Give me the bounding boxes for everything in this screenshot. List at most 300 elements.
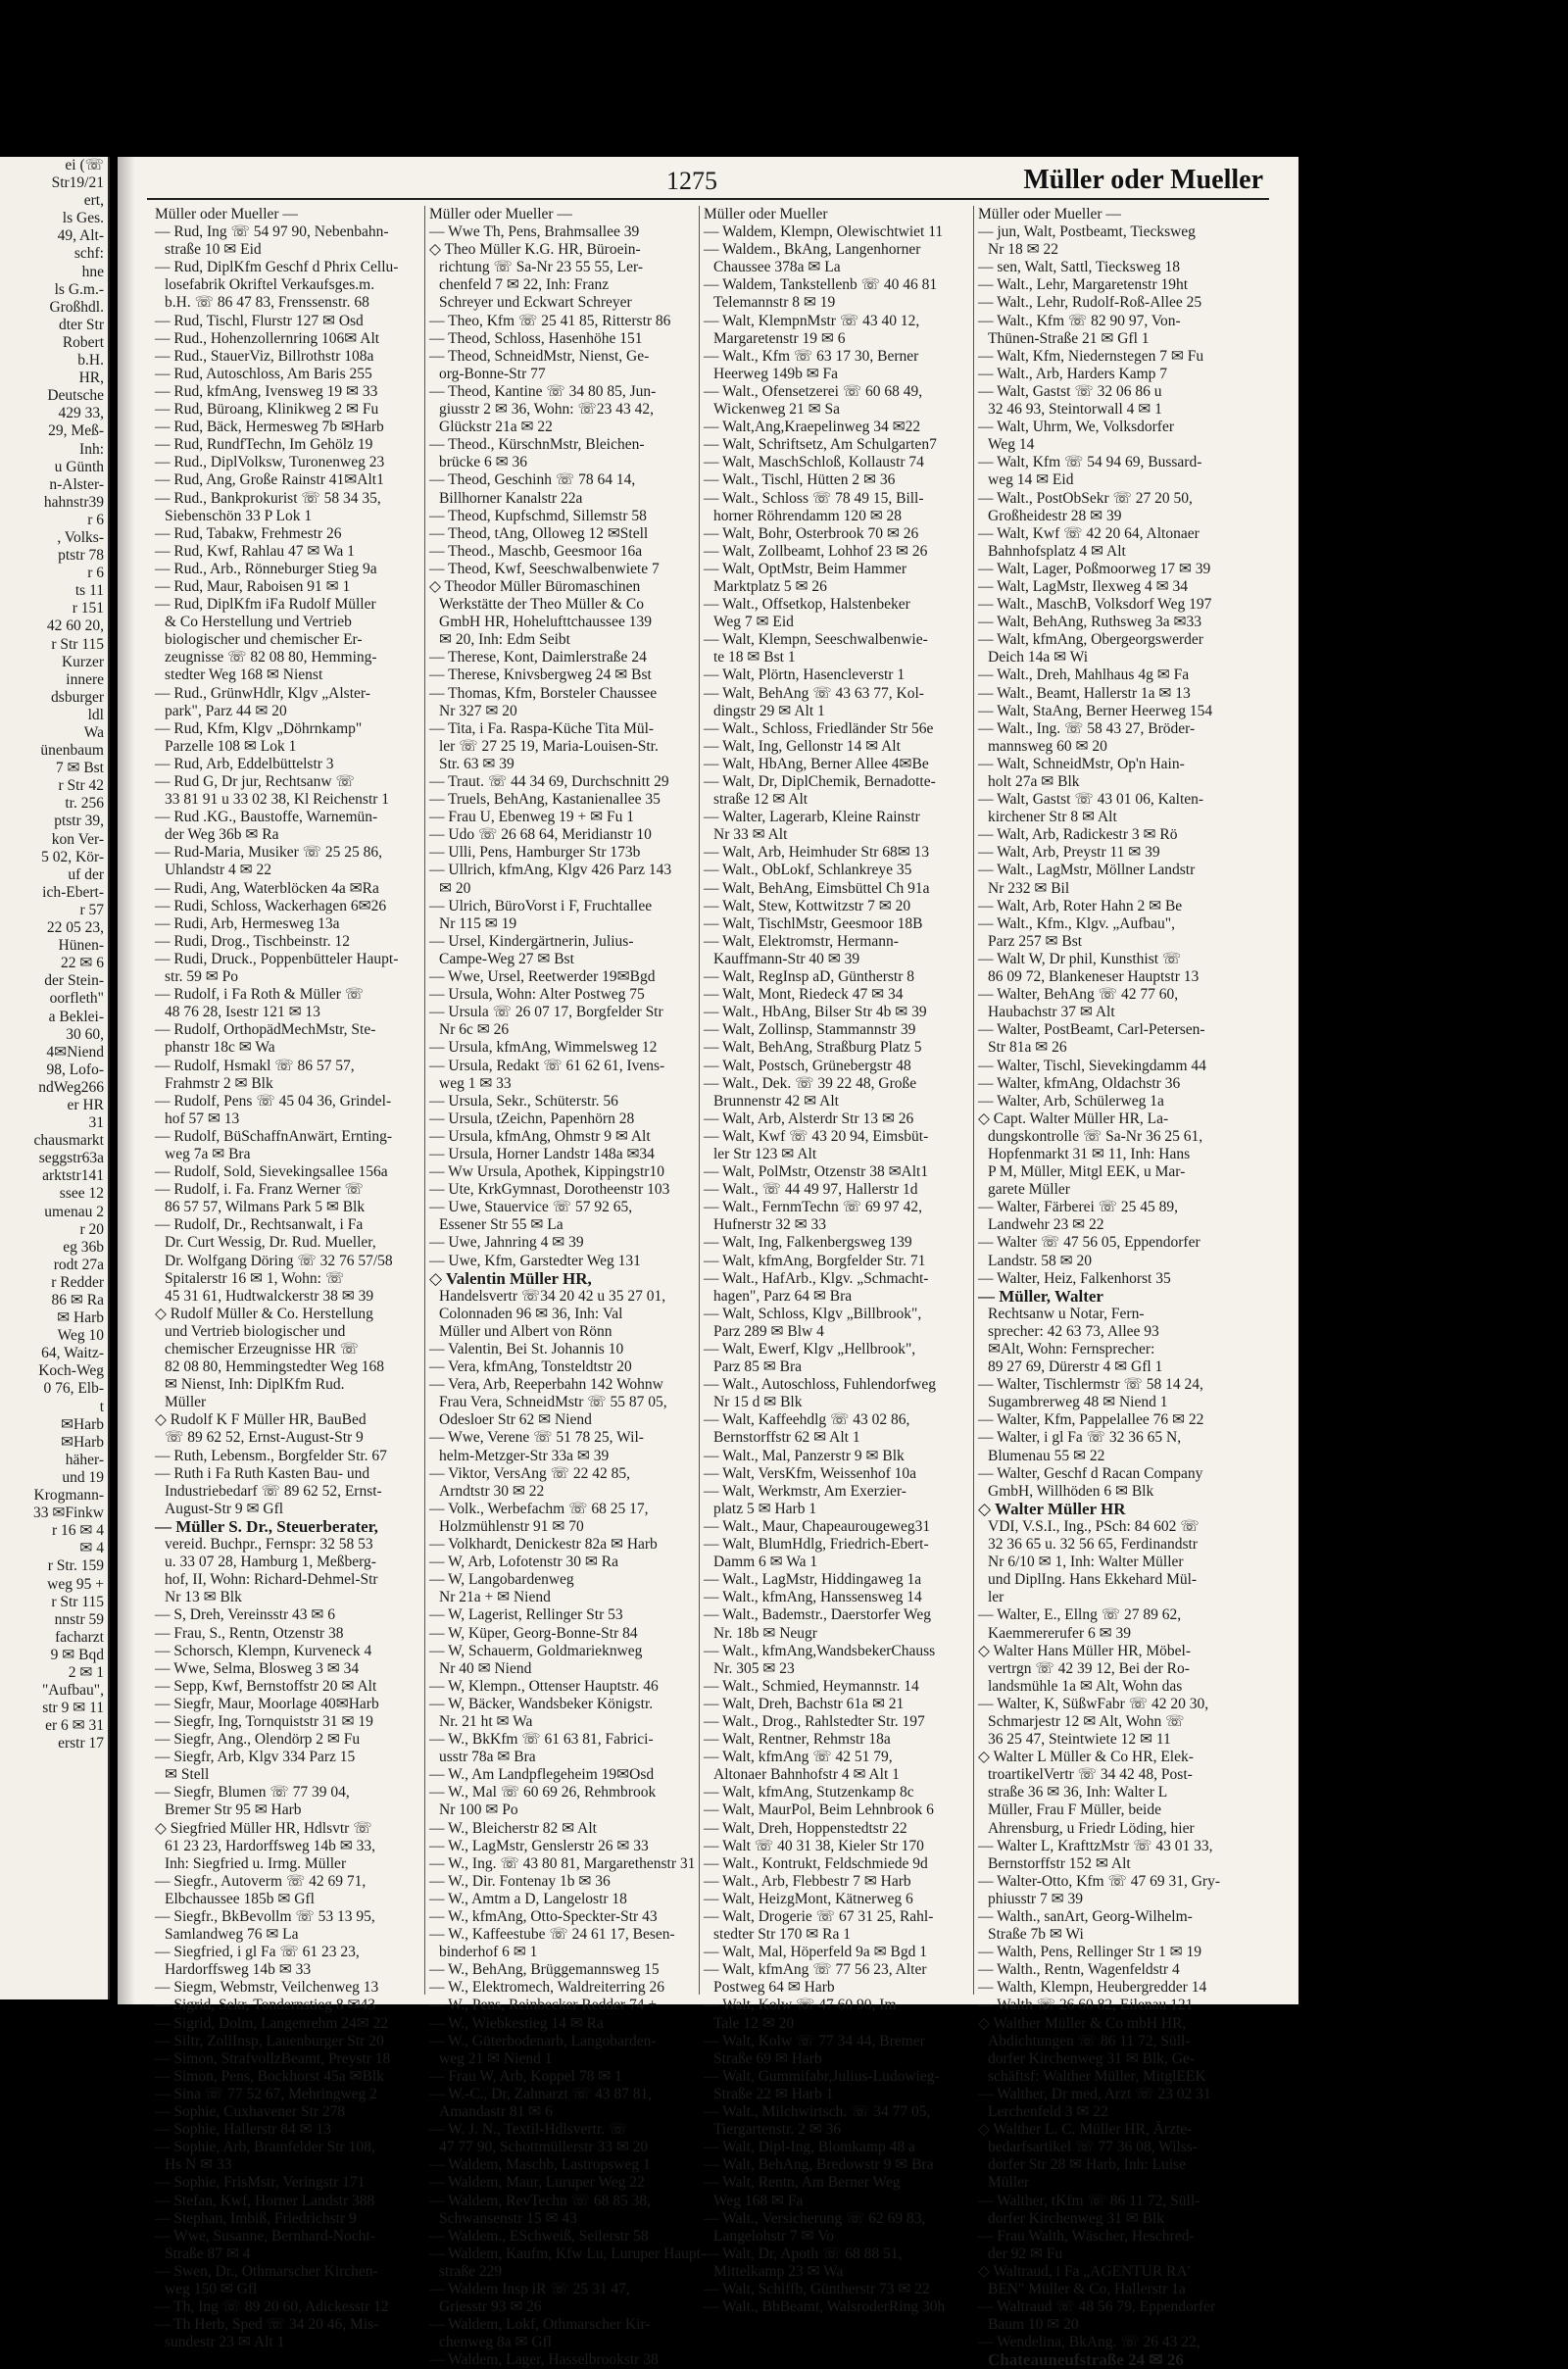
entry-continuation-line: Industriebedarf ☏ 89 62 52, Ernst- bbox=[165, 1482, 382, 1500]
facing-page-fragment: ✉ Harb bbox=[57, 1309, 104, 1327]
directory-entry-line: — Walt., Beamt, Hallerstr 1a ✉ 13 bbox=[978, 684, 1191, 702]
directory-entry-line: — Walt, LagMstr, Ilexweg 4 ✉ 34 bbox=[978, 577, 1189, 595]
directory-entry-line: — Walt, Zollinsp, Stammannstr 39 bbox=[704, 1021, 916, 1039]
facing-page-fragment: dter Str bbox=[58, 316, 104, 333]
directory-entry-line: — Walt., kfmAng, Hanssensweg 14 bbox=[704, 1589, 922, 1606]
directory-entry-line: — W, Langobardenweg bbox=[429, 1571, 574, 1589]
directory-entry-line: — Siegm, Webmstr, Veilchenweg 13 bbox=[155, 1979, 379, 1997]
facing-page-fragment: 29, Meß- bbox=[48, 422, 104, 440]
facing-page-fragment: str 9 ✉ 11 bbox=[42, 1700, 104, 1717]
facing-page-fragment: HR, bbox=[78, 370, 104, 387]
facing-page-fragment: 7 ✉ Bst bbox=[55, 760, 104, 777]
facing-page-fragment: 42 60 20, bbox=[46, 617, 104, 635]
directory-entry-line: — Theo, Kfm ☏ 25 41 85, Ritterstr 86 bbox=[429, 312, 671, 329]
directory-entry-line: — Walt., LagMstr, Möllner Landstr bbox=[978, 862, 1196, 879]
entry-continuation-line: chenweg 8a ✉ Gfl bbox=[439, 2334, 552, 2351]
directory-entry-line: — Walt, Zollbeamt, Lohhof 23 ✉ 26 bbox=[704, 542, 928, 560]
entry-continuation-line: phiusstr 7 ✉ 39 bbox=[988, 1890, 1083, 1907]
entry-continuation-line: Handelsvertr ☏34 20 42 u 35 27 01, bbox=[439, 1287, 666, 1305]
facing-page-fragment: und 19 bbox=[62, 1468, 104, 1486]
directory-entry-line: — Walt., Offsetkop, Halstenbeker bbox=[704, 596, 910, 614]
entry-continuation-line: sundestr 23 ✉ Alt 1 bbox=[165, 2334, 285, 2351]
directory-entry-line: — Wwe, Susanne, Bernhard-Nocht- bbox=[155, 2227, 375, 2245]
entry-continuation-line: ✉ Nienst, Inh: DiplKfm Rud. bbox=[165, 1376, 345, 1394]
directory-entry-line: — Walt, Elektromstr, Hermann- bbox=[704, 932, 899, 950]
directory-entry-line: — Truels, BehAng, Kastanienallee 35 bbox=[429, 791, 661, 809]
directory-entry-line: — Walt, Arb, Roter Hahn 2 ✉ Be bbox=[978, 897, 1183, 914]
directory-entry-line: — Walth ☏ 26 60 82, Eilenau 121 bbox=[978, 1997, 1194, 2014]
directory-entry-line: — Walt, Dreh, Hoppenstedtstr 22 bbox=[704, 1819, 907, 1837]
entry-continuation-line: Nr 232 ✉ Bil bbox=[988, 879, 1070, 897]
directory-entry-line: ◇ Capt. Walter Müller HR, La- bbox=[978, 1110, 1169, 1127]
entry-continuation-line: Rechtsanw u Notar, Fern- bbox=[988, 1305, 1145, 1322]
directory-entry-line: — W., Pens, Reinbecker Redder 74 + bbox=[429, 1997, 658, 2014]
directory-entry-line: — W, Küper, Georg-Bonne-Str 84 bbox=[429, 1624, 638, 1642]
directory-entry-line: — Walt., LagMstr, Hiddingaweg 1a bbox=[704, 1571, 922, 1589]
directory-entry-line: — Vera, Arb, Reeperbahn 142 Wohnw bbox=[429, 1376, 663, 1394]
facing-page-fragment: dsburger bbox=[51, 688, 104, 706]
entry-continuation-line: Nr 33 ✉ Alt bbox=[713, 826, 788, 844]
entry-continuation-line: Bernstorffstr 62 ✉ Alt 1 bbox=[713, 1429, 860, 1447]
directory-entry-line: — Theod, Kupfschmd, Sillemstr 58 bbox=[429, 507, 647, 524]
entry-continuation-line: straße 36 ✉ 36, Inh: Walter L bbox=[988, 1784, 1168, 1801]
directory-entry-line: — Theod, Schloss, Hasenhöhe 151 bbox=[429, 329, 643, 347]
directory-entry-line: — Thomas, Kfm, Borsteler Chaussee bbox=[429, 684, 658, 702]
directory-entry-line: — Vera, kfmAng, Tonsteldtstr 20 bbox=[429, 1358, 632, 1376]
directory-entry-line: — Walt, BehAng ☏ 43 63 77, Kol- bbox=[704, 684, 924, 702]
entry-continuation-line: Marktplatz 5 ✉ 26 bbox=[713, 577, 827, 595]
entry-continuation-line: Müller und Albert von Rönn bbox=[439, 1322, 612, 1340]
directory-entry-line: — Walt, Mal, Höperfeld 9a ✉ Bgd 1 bbox=[704, 1944, 927, 1961]
entry-continuation-line: 47 77 90, Schottmüllerstr 33 ✉ 20 bbox=[439, 2139, 649, 2156]
directory-entry-line: — W., BehAng, Brüggemannsweg 15 bbox=[429, 1961, 660, 1979]
entry-continuation-line: Straße 7b ✉ Wi bbox=[988, 1926, 1084, 1944]
directory-entry-line: — Ulrich, BüroVorst i F, Fruchtallee bbox=[429, 897, 653, 914]
entry-continuation-line: Griesstr 93 ✉ 26 bbox=[439, 2298, 542, 2316]
directory-entry-line: — Rudi, Schloss, Wackerhagen 6✉26 bbox=[155, 897, 387, 914]
entry-continuation-line: losefabrik Okriftel Verkaufsges.m. bbox=[165, 276, 375, 294]
directory-entry-line: — Uwe, Stauervice ☏ 57 92 65, bbox=[429, 1199, 633, 1216]
facing-page-fragment: Hünen- bbox=[58, 937, 104, 955]
entry-continuation-line: Schreyer und Eckwart Schreyer bbox=[439, 294, 632, 312]
directory-entry-line: — Walt, BehAng, Bredowstr 9 ✉ Bra bbox=[704, 2156, 934, 2174]
directory-entry-line: — Waldem, Tankstellenb ☏ 40 46 81 bbox=[704, 276, 938, 294]
directory-entry-line: — Walt., ObLokf, Schlankreye 35 bbox=[704, 862, 912, 879]
entry-continuation-line: chemischer Erzeugnisse HR ☏ bbox=[165, 1341, 360, 1357]
directory-entry-line: Müller oder Mueller — bbox=[155, 206, 298, 222]
entry-continuation-line: Chateauneufstraße 24 ✉ 26 bbox=[988, 2350, 1184, 2369]
directory-entry-line: — W., Wiebkestieg 14 ✉ Ra bbox=[429, 2014, 604, 2032]
entry-continuation-line: Kauffmann-Str 40 ✉ 39 bbox=[713, 950, 860, 967]
directory-entry-line: — Siegfr, Blumen ☏ 77 39 04, bbox=[155, 1784, 350, 1801]
directory-entry-line: — Walter, PostBeamt, Carl-Petersen- bbox=[978, 1021, 1205, 1039]
directory-entry-line: — Rud, Maur, Raboisen 91 ✉ 1 bbox=[155, 577, 351, 595]
entry-continuation-line: 32 46 93, Steintorwall 4 ✉ 1 bbox=[988, 401, 1162, 419]
facing-page-fragment: umenau 2 bbox=[44, 1203, 104, 1220]
entry-continuation-line: Frahmstr 2 ✉ Blk bbox=[165, 1074, 273, 1092]
directory-entry-line: — Walt., Ofensetzerei ☏ 60 68 49, bbox=[704, 382, 923, 400]
facing-page-fragment: u Günth bbox=[54, 458, 104, 475]
entry-continuation-line: Hardorffsweg 14b ✉ 33 bbox=[165, 1961, 312, 1979]
directory-entry-line: — Walt., Lehr, Rudolf-Roß-Allee 25 bbox=[978, 294, 1202, 312]
directory-entry-line: — Wwe, Ursel, Reetwerder 19✉Bgd bbox=[429, 968, 656, 986]
facing-page-fragment: a Beklei- bbox=[48, 1008, 104, 1025]
directory-entry-line: — Ursel, Kindergärtnerin, Julius- bbox=[429, 932, 634, 950]
directory-entry-line: — Walt, kfmAng, Borgfelder Str. 71 bbox=[704, 1252, 926, 1269]
page-header bbox=[118, 157, 1298, 206]
facing-page-fragment: ✉Harb bbox=[61, 1415, 104, 1433]
entry-continuation-line: Werkstätte der Theo Müller & Co bbox=[439, 596, 644, 614]
directory-columns bbox=[151, 206, 1273, 2369]
directory-entry-line: — Walt, Postsch, Grünebergstr 48 bbox=[704, 1057, 911, 1074]
facing-page-fragment: Großhdl. bbox=[49, 298, 104, 316]
directory-entry-line: — Walt,Ang,Kraepelinweg 34 ✉22 bbox=[704, 419, 921, 436]
directory-entry-line: — Walt, Gummifabr,Julius-Ludowieg- bbox=[704, 2067, 940, 2085]
facing-page-fragment: r Str 115 bbox=[51, 1593, 104, 1610]
entry-continuation-line: Straße 22 ✉ Harb 1 bbox=[713, 2085, 834, 2102]
directory-entry-line: — Walt, Ing, Falkenbergsweg 139 bbox=[704, 1234, 912, 1252]
entry-continuation-line: dorfer Str 28 ✉ Harb, Inh: Luise bbox=[988, 2156, 1186, 2174]
entry-continuation-line: Großheidestr 28 ✉ 39 bbox=[988, 507, 1122, 524]
entry-continuation-line: Odesloer Str 62 ✉ Niend bbox=[439, 1411, 592, 1429]
facing-page-fragment: 9 ✉ Bqd bbox=[50, 1646, 104, 1663]
entry-continuation-line: Deich 14a ✉ Wi bbox=[988, 649, 1089, 666]
entry-continuation-line: und DiplIng. Hans Ekkehard Mül- bbox=[988, 1571, 1198, 1589]
facing-page-fragment: facharzt bbox=[55, 1628, 104, 1646]
directory-entry-line: — Ulli, Pens, Hamburger Str 173b bbox=[429, 844, 641, 862]
facing-page-fragment: ts 11 bbox=[74, 582, 104, 600]
entry-continuation-line: Ahrensburg, u Friedr Löding, hier bbox=[988, 1819, 1195, 1837]
directory-entry-line: — Walt., Schloss ☏ 78 49 15, Bill- bbox=[704, 489, 924, 507]
directory-entry-line: — Ruth, Lebensm., Borgfelder Str. 67 bbox=[155, 1447, 387, 1464]
entry-continuation-line: dingstr 29 ✉ Alt 1 bbox=[713, 702, 825, 719]
directory-entry-line: — Frau W, Arb, Koppel 78 ✉ 1 bbox=[429, 2067, 622, 2085]
entry-continuation-line: Parz 257 ✉ Bst bbox=[988, 932, 1083, 950]
entry-continuation-line: Weg 7 ✉ Eid bbox=[713, 614, 794, 631]
entry-continuation-line: Uhlandstr 4 ✉ 22 bbox=[165, 862, 271, 879]
facing-page-fragment: ls Ges. bbox=[62, 210, 104, 227]
directory-entry-line: — Rud .KG., Baustoffe, Warnemün- bbox=[155, 809, 378, 826]
directory-entry-line: — Ww Ursula, Apothek, Kippingstr10 bbox=[429, 1163, 664, 1181]
entry-continuation-line: Nr 18 ✉ 22 bbox=[988, 241, 1058, 259]
directory-entry-line: — Valentin, Bei St. Johannis 10 bbox=[429, 1341, 624, 1357]
directory-entry-line: — Walter, i gl Fa ☏ 32 36 65 N, bbox=[978, 1429, 1182, 1447]
entry-continuation-line: 33 81 91 u 33 02 38, Kl Reichenstr 1 bbox=[165, 791, 390, 809]
facing-page-fragment: seggstr63a bbox=[38, 1150, 104, 1167]
directory-entry-line: — Walt, Kolw ☏ 47 60 90, Im bbox=[704, 1997, 897, 2014]
directory-entry-line: — Walt, Rentn, Am Berner Weg bbox=[704, 2174, 901, 2192]
entry-continuation-line: ✉Alt, Wohn: Fernsprecher: bbox=[988, 1341, 1155, 1357]
entry-continuation-line: Bernstorffstr 152 ✉ Alt bbox=[988, 1854, 1131, 1872]
running-head: Müller oder Mueller bbox=[1023, 165, 1263, 195]
directory-entry-line: Müller oder Mueller — bbox=[978, 206, 1121, 222]
entry-continuation-line: Wickenweg 21 ✉ Sa bbox=[713, 401, 841, 419]
directory-entry-line: — Rud, Autoschloss, Am Baris 255 bbox=[155, 365, 372, 382]
directory-column bbox=[700, 206, 974, 2316]
entry-continuation-line: 61 23 23, Hardorffsweg 14b ✉ 33, bbox=[165, 1837, 376, 1854]
entry-continuation-line: str. 59 ✉ Po bbox=[165, 968, 239, 986]
directory-entry-line: — Walt, StaAng, Berner Heerweg 154 bbox=[978, 702, 1213, 719]
directory-entry-line: — Walt, VersKfm, Weissenhof 10a bbox=[704, 1464, 917, 1482]
entry-continuation-line: Amandastr 81 ✉ 6 bbox=[439, 2103, 553, 2121]
entry-continuation-line: Dr. Curt Wessig, Dr. Rud. Mueller, bbox=[165, 1234, 376, 1252]
directory-entry-line: — Walt, HeizgMont, Kätnerweg 6 bbox=[704, 1890, 913, 1907]
facing-page-fragment: Robert bbox=[62, 333, 104, 351]
directory-entry-line: — Theod, Kwf, Seeschwalbenwiete 7 bbox=[429, 560, 660, 577]
directory-entry-line: — Siegfr., Autoverm ☏ 42 69 71, bbox=[155, 1872, 367, 1890]
facing-page-fragment: Krogmann- bbox=[33, 1487, 104, 1505]
directory-entry-line: — Rud., Hohenzollernring 106✉ Alt bbox=[155, 329, 380, 347]
facing-page-fragment: Weg 10 bbox=[57, 1327, 104, 1345]
directory-entry-line: ◇ Theo Müller K.G. HR, Büroein- bbox=[429, 241, 641, 259]
directory-entry-line: ◇ Rudolf K F Müller HR, BauBed bbox=[155, 1411, 367, 1429]
facing-page-fragment: "Aufbau", bbox=[41, 1682, 104, 1700]
entry-continuation-line: straße 229 bbox=[439, 2262, 503, 2280]
directory-entry-line: — Walt W, Dr phil, Kunsthist ☏ bbox=[978, 950, 1182, 967]
entry-continuation-line: Nr 327 ✉ 20 bbox=[439, 702, 517, 719]
directory-entry-line: — Rud, DiplKfm Geschf d Phrix Cellu- bbox=[155, 259, 399, 276]
directory-entry-line: — Rudolf, OrthopädMechMstr, Ste- bbox=[155, 1021, 376, 1039]
directory-entry-line: — Walt, Bohr, Osterbrook 70 ✉ 26 bbox=[704, 524, 919, 542]
directory-entry-line: — Ute, KrkGymnast, Dorotheenstr 103 bbox=[429, 1181, 670, 1199]
entry-continuation-line: Straße 87 ✉ 4 bbox=[165, 2245, 251, 2262]
entry-continuation-line: Str. 63 ✉ 39 bbox=[439, 755, 514, 772]
directory-entry-line: — Walt., BbBeamt, WalsroderRing 30h bbox=[704, 2298, 946, 2316]
directory-entry-line: — Walt., Mal, Panzerstr 9 ✉ Blk bbox=[704, 1447, 905, 1464]
directory-entry-line: — Waldem, Maschb, Lastropsweg 1 bbox=[429, 2156, 651, 2174]
facing-page-fragment: r 6 bbox=[87, 565, 104, 582]
directory-entry-line: — Walt., FernmTechn ☏ 69 97 42, bbox=[704, 1199, 922, 1216]
facing-page-fragment: er 6 ✉ 31 bbox=[45, 1717, 104, 1735]
directory-entry-line: — Rud, Bäck, Hermesweg 7b ✉Harb bbox=[155, 419, 384, 436]
facing-page-fragment: Wa bbox=[83, 724, 104, 741]
directory-entry-line: — Ursula, tZeichn, Papenhörn 28 bbox=[429, 1110, 635, 1127]
directory-entry-line: — Stephan, Imbiß, Friedrichstr 9 bbox=[155, 2209, 357, 2227]
directory-entry-line: — Waldem, Kaufm, Kfw Lu, Luruper Haupt- bbox=[429, 2245, 707, 2262]
entry-continuation-line: und Vertrieb biologischer und bbox=[165, 1322, 346, 1340]
directory-entry-line: — Müller S. Dr., Steuerberater, bbox=[155, 1516, 378, 1536]
directory-entry-line: — Walt, Dreh, Bachstr 61a ✉ 21 bbox=[704, 1695, 905, 1712]
directory-entry-line: — W, Klempn., Ottenser Hauptstr. 46 bbox=[429, 1677, 659, 1695]
directory-entry-line: — Siltr, ZollInsp, Lauenburger Str 20 bbox=[155, 2032, 384, 2049]
entry-continuation-line: park", Parz 44 ✉ 20 bbox=[165, 702, 287, 719]
entry-continuation-line: Parz 85 ✉ Bra bbox=[713, 1358, 803, 1376]
entry-continuation-line: 82 08 80, Hemmingstedter Weg 168 bbox=[165, 1358, 385, 1376]
entry-continuation-line: sprecher: 42 63 73, Allee 93 bbox=[988, 1322, 1159, 1340]
directory-entry-line: — Walter, BehAng ☏ 42 77 60, bbox=[978, 986, 1179, 1004]
directory-entry-line: — Rud, RundfTechn, Im Gehölz 19 bbox=[155, 436, 373, 454]
facing-page-fragment: 22 ✉ 6 bbox=[61, 955, 104, 972]
facing-page-fragment: 33 ✉Finkw bbox=[33, 1505, 104, 1522]
entry-continuation-line: Chaussee 378a ✉ La bbox=[713, 259, 841, 276]
entry-continuation-line: giusstr 2 ✉ 36, Wohn: ☏23 43 42, bbox=[439, 401, 654, 419]
directory-entry-line: — Rudi, Ang, Waterblöcken 4a ✉Ra bbox=[155, 879, 379, 897]
directory-entry-line: — Walt., Autoschloss, Fuhlendorfweg bbox=[704, 1376, 936, 1394]
facing-page-fragment: ssee 12 bbox=[59, 1185, 104, 1203]
directory-entry-line: — Rud, Ing ☏ 54 97 90, Nebenbahn- bbox=[155, 223, 389, 241]
facing-page-fragment: r Str. 159 bbox=[47, 1557, 104, 1575]
directory-entry-line: — W., Kaffeestube ☏ 24 61 17, Besen- bbox=[429, 1926, 675, 1944]
entry-continuation-line: holt 27a ✉ Blk bbox=[988, 773, 1080, 790]
directory-entry-line: — Walt., Kfm ☏ 63 17 30, Berner bbox=[704, 347, 919, 365]
entry-continuation-line: Inh: Siegfried u. Irmg. Müller bbox=[165, 1854, 347, 1872]
directory-entry-line: — W, Bäcker, Wandsbeker Königstr. bbox=[429, 1695, 654, 1712]
entry-continuation-line: Weg 14 bbox=[988, 436, 1035, 454]
entry-continuation-line: zeugnisse ☏ 82 08 80, Hemming- bbox=[165, 649, 377, 666]
directory-entry-line: — Walt, Stew, Kottwitzstr 7 ✉ 20 bbox=[704, 897, 911, 914]
facing-page-fragment: rodt 27a bbox=[53, 1256, 104, 1273]
directory-entry-line: — Walther, Dr med, Arzt ☏ 23 02 31 bbox=[978, 2085, 1211, 2102]
entry-continuation-line: Müller bbox=[165, 1394, 207, 1411]
directory-entry-line: — Rudolf, Dr., Rechtsanwalt, i Fa bbox=[155, 1216, 364, 1234]
directory-entry-line: — Walt, BehAng, Straßburg Platz 5 bbox=[704, 1039, 922, 1057]
directory-entry-line: — Walt, Dr, DiplChemik, Bernadotte- bbox=[704, 773, 936, 790]
facing-page-fragment: , Volks- bbox=[57, 528, 104, 546]
directory-entry-line: — Walt, Ewerf, Klgv „Hellbrook", bbox=[704, 1341, 916, 1357]
directory-entry-line: — Sophie, Hallerstr 84 ✉ 13 bbox=[155, 2121, 332, 2139]
facing-page-fragment: r Redder bbox=[51, 1273, 104, 1291]
entry-continuation-line: dungskontrolle ☏ Sa-Nr 36 25 61, bbox=[988, 1127, 1203, 1145]
facing-page-fragment: r Str 115 bbox=[51, 635, 104, 653]
directory-entry-line: — Theod, Kantine ☏ 34 80 85, Jun- bbox=[429, 382, 657, 400]
directory-entry-line: — Walt, Gastst ☏ 32 06 86 u bbox=[978, 382, 1162, 400]
entry-continuation-line: ☏ 89 62 52, Ernst-August-Str 9 bbox=[165, 1429, 364, 1447]
directory-entry-line: — Walt, MaschSchloß, Kollaustr 74 bbox=[704, 454, 924, 471]
facing-page-fragment: 5 02, Kör- bbox=[41, 848, 104, 865]
entry-continuation-line: Müller bbox=[988, 2174, 1030, 2192]
facing-page-fragment: er HR bbox=[67, 1096, 104, 1113]
directory-entry-line: — Walt., Lehr, Margaretenstr 19ht bbox=[978, 276, 1189, 294]
directory-entry-line: — Walth., Rentn, Wagenfeldstr 4 bbox=[978, 1961, 1180, 1979]
directory-entry-line: — Viktor, VersAng ☏ 22 42 85, bbox=[429, 1464, 630, 1482]
directory-entry-line: — Rudi, Arb, Hermesweg 13a bbox=[155, 914, 340, 932]
facing-page-fragment: 49, Alt- bbox=[57, 227, 104, 245]
entry-continuation-line: 48 76 28, Isestr 121 ✉ 13 bbox=[165, 1004, 320, 1021]
facing-page-fragment: erstr 17 bbox=[58, 1735, 104, 1752]
facing-page-fragment: r 151 bbox=[72, 600, 104, 617]
directory-entry-line: — Walt., MaschB, Volksdorf Weg 197 bbox=[978, 596, 1212, 614]
directory-entry-line: — Rudolf, i. Fa. Franz Werner ☏ bbox=[155, 1181, 364, 1199]
directory-entry-line: — Ullrich, kfmAng, Klgv 426 Parz 143 bbox=[429, 862, 672, 879]
directory-entry-line: — Siegfried, i gl Fa ☏ 61 23 23, bbox=[155, 1944, 360, 1961]
directory-entry-line: — Rud, Tischl, Flurstr 127 ✉ Osd bbox=[155, 312, 364, 329]
directory-entry-line: — W., BkKfm ☏ 61 63 81, Fabrici- bbox=[429, 1731, 654, 1749]
directory-entry-line: — Walt, BlumHdlg, Friedrich-Ebert- bbox=[704, 1536, 929, 1554]
directory-entry-line: — Wwe, Selma, Blosweg 3 ✉ 34 bbox=[155, 1659, 360, 1677]
directory-entry-line: — Rud, Tabakw, Frehmestr 26 bbox=[155, 524, 342, 542]
entry-continuation-line: Brunnenstr 42 ✉ Alt bbox=[713, 1092, 839, 1110]
directory-entry-line: — Walt., HafArb., Klgv. „Schmacht- bbox=[704, 1269, 929, 1287]
directory-entry-line: — Walt, Rentner, Rehmstr 18a bbox=[704, 1731, 891, 1749]
directory-entry-line: — Theod, SchneidMstr, Nienst, Ge- bbox=[429, 347, 650, 365]
directory-entry-line: — Walter, K, SüßwFabr ☏ 42 20 30, bbox=[978, 1695, 1209, 1712]
entry-continuation-line: 36 25 47, Steintwiete 12 ✉ 11 bbox=[988, 1731, 1171, 1749]
directory-entry-line: — Walter, Kfm, Pappelallee 76 ✉ 22 bbox=[978, 1411, 1204, 1429]
entry-continuation-line: Blumenau 55 ✉ 22 bbox=[988, 1447, 1105, 1464]
entry-continuation-line: Nr 21a + ✉ Niend bbox=[439, 1589, 551, 1606]
directory-entry-line: — Walt, KlempnMstr ☏ 43 40 12, bbox=[704, 312, 920, 329]
directory-entry-line: — Walt, Werkmstr, Am Exerzier- bbox=[704, 1482, 906, 1500]
directory-entry-line: — Walt, Arb, Preystr 11 ✉ 39 bbox=[978, 844, 1160, 862]
directory-entry-line: — Waldem, Lager, Hasselbrookstr 38 bbox=[429, 2351, 659, 2369]
directory-entry-line: — Walt., Dek. ☏ 39 22 48, Große bbox=[704, 1074, 917, 1092]
directory-entry-line: — Walt., Schmied, Heymannstr. 14 bbox=[704, 1677, 919, 1695]
entry-continuation-line: biologischer und chemischer Er- bbox=[165, 631, 363, 649]
directory-entry-line: — Rud, Arb, Eddelbüttelstr 3 bbox=[155, 755, 334, 772]
entry-continuation-line: Damm 6 ✉ Wa 1 bbox=[713, 1554, 818, 1571]
directory-entry-line: — Walt, BehAng, Ruthsweg 3a ✉33 bbox=[978, 614, 1202, 631]
directory-entry-line: — Walt., Maur, Chapeaurougeweg31 bbox=[704, 1517, 931, 1535]
facing-page-fragment: r 57 bbox=[79, 901, 104, 918]
directory-entry-line: — Traut. ☏ 44 34 69, Durchschnitt 29 bbox=[429, 773, 669, 790]
entry-continuation-line: Mittelkamp 23 ✉ Wa bbox=[713, 2262, 844, 2280]
directory-entry-line: — Th, Ing ☏ 89 20 60, Adickesstr 12 bbox=[155, 2298, 389, 2316]
directory-entry-line: — Walt., Bademstr., Daerstorfer Weg bbox=[704, 1606, 931, 1624]
directory-entry-line: — Walt., Arb, Harders Kamp 7 bbox=[978, 365, 1168, 382]
directory-page bbox=[118, 157, 1298, 2369]
entry-continuation-line: Nr 15 d ✉ Blk bbox=[713, 1394, 803, 1411]
directory-entry-line: — Uwe, Kfm, Garstedter Weg 131 bbox=[429, 1252, 641, 1269]
directory-entry-line: — Udo ☏ 26 68 64, Meridianstr 10 bbox=[429, 826, 652, 844]
directory-entry-line: — Sophie, FrisMstr, Veringstr 171 bbox=[155, 2174, 366, 2192]
facing-page-fragment: Str19/21 bbox=[51, 174, 104, 192]
entry-continuation-line: Bahnhofsplatz 4 ✉ Alt bbox=[988, 542, 1126, 560]
facing-page-fragment: 429 33, bbox=[58, 405, 104, 422]
directory-entry-line: — Walt, kfmAng ☏ 77 56 23, Alter bbox=[704, 1961, 927, 1979]
entry-continuation-line: ler Str 123 ✉ Alt bbox=[713, 1145, 817, 1162]
directory-entry-line: — Rud, Kfm, Klgv „Döhrnkamp" bbox=[155, 719, 363, 737]
entry-continuation-line: GmbH HR, Hohelufttchaussee 139 bbox=[439, 614, 652, 631]
directory-column bbox=[974, 206, 1249, 2369]
entry-continuation-line: Holzmühlenstr 91 ✉ 70 bbox=[439, 1517, 584, 1535]
entry-continuation-line: Billhorner Kanalstr 22a bbox=[439, 489, 583, 507]
directory-entry-line: — Walt., Drog., Rahlstedter Str. 197 bbox=[704, 1712, 925, 1730]
entry-continuation-line: straße 10 ✉ Eid bbox=[165, 241, 262, 259]
entry-continuation-line: Sugambrerweg 48 ✉ Niend 1 bbox=[988, 1394, 1168, 1411]
entry-continuation-line: vereid. Buchpr., Fernspr: 32 58 53 bbox=[165, 1536, 373, 1554]
directory-entry-line: — Waldem., BkAng, Langenhorner bbox=[704, 241, 921, 259]
directory-entry-line: — Rud, Kwf, Rahlau 47 ✉ Wa 1 bbox=[155, 542, 355, 560]
directory-entry-line: — W., Am Landpflegeheim 19✉Osd bbox=[429, 1766, 655, 1784]
directory-entry-line: — Theod., Maschb, Geesmoor 16a bbox=[429, 542, 643, 560]
directory-entry-line: — Therese, Knivsbergweg 24 ✉ Bst bbox=[429, 666, 652, 684]
directory-entry-line: — Sina ☏ 77 52 67, Mehringweg 2 bbox=[155, 2085, 377, 2102]
directory-entry-line: — Müller, Walter bbox=[978, 1286, 1103, 1306]
entry-continuation-line: Heerweg 149b ✉ Fa bbox=[713, 365, 839, 382]
facing-page-fragment: 22 05 23, bbox=[46, 919, 104, 937]
entry-continuation-line: hof, II, Wohn: Richard-Dehmel-Str bbox=[165, 1571, 378, 1589]
directory-entry-line: — Walt, Klempn, Seeschwalbenwie- bbox=[704, 631, 928, 649]
entry-continuation-line: 32 36 65 u. 32 56 65, Ferdinandstr bbox=[988, 1536, 1198, 1554]
directory-entry-line: Müller oder Mueller bbox=[704, 206, 828, 222]
entry-continuation-line: August-Str 9 ✉ Gfl bbox=[165, 1500, 284, 1517]
directory-entry-line: — Walt, Kaffeehdlg ☏ 43 02 86, bbox=[704, 1411, 910, 1429]
entry-continuation-line: 45 31 61, Hudtwalckerstr 38 ✉ 39 bbox=[165, 1287, 374, 1305]
entry-continuation-line: Hs N ✉ 33 bbox=[165, 2156, 232, 2174]
entry-continuation-line: Siebenschön 33 P Lok 1 bbox=[165, 507, 313, 524]
directory-entry-line: — Volkhardt, Denickestr 82a ✉ Harb bbox=[429, 1536, 658, 1554]
facing-page-fragment: ert, bbox=[83, 192, 104, 210]
entry-continuation-line: weg 21 ✉ Niend 1 bbox=[439, 2049, 553, 2067]
facing-page-fragment: uf der bbox=[68, 865, 104, 883]
entry-continuation-line: landsmühle 1a ✉ Alt, Wohn das bbox=[988, 1677, 1183, 1695]
entry-continuation-line: stedter Weg 168 ✉ Nienst bbox=[165, 666, 323, 684]
entry-continuation-line: org-Bonne-Str 77 bbox=[439, 365, 546, 382]
entry-continuation-line: Nr 6/10 ✉ 1, Inh: Walter Müller bbox=[988, 1554, 1184, 1571]
entry-continuation-line: dorfer Kirchenweg 31 ✉ Blk bbox=[988, 2209, 1164, 2227]
entry-continuation-line: Haubachstr 37 ✉ Alt bbox=[988, 1004, 1115, 1021]
entry-continuation-line: der Weg 36b ✉ Ra bbox=[165, 826, 279, 844]
